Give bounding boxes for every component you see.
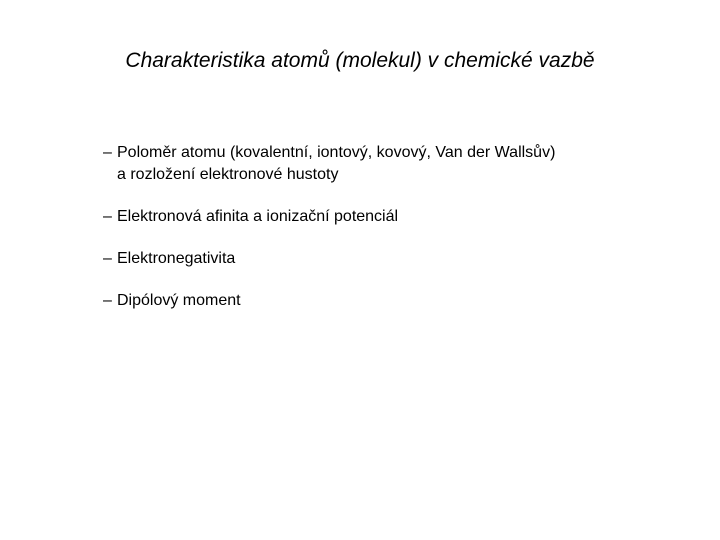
bullet-item-atomic-radius	[103, 142, 683, 186]
bullet-item-dipole-moment	[103, 290, 683, 312]
bullet-item-electronegativity	[103, 248, 683, 270]
bullet-line: Elektronegativita	[117, 250, 236, 267]
bullet-text	[117, 206, 683, 228]
bullet-text	[117, 142, 683, 186]
bullet-line: Elektronová afinita a ionizační potenciál	[117, 208, 399, 225]
bullet-dash: –	[103, 250, 112, 267]
bullet-dash: –	[103, 208, 112, 225]
bullet-text	[117, 248, 683, 270]
bullet-line: Dipólový moment	[117, 292, 241, 309]
bullet-item-electron-affinity	[103, 206, 683, 228]
slide-title: Charakteristika atomů (molekul) v chemické vazbě	[125, 49, 595, 72]
bullet-dash: –	[103, 292, 112, 309]
bullet-dash: –	[103, 144, 112, 161]
bullet-text	[117, 290, 683, 312]
bullet-line: Poloměr atomu (kovalentní, iontový, kovový, Van der Wallsův)	[117, 144, 556, 161]
bullet-line: a rozložení elektronové hustoty	[117, 166, 339, 183]
bullet-list	[103, 142, 683, 332]
